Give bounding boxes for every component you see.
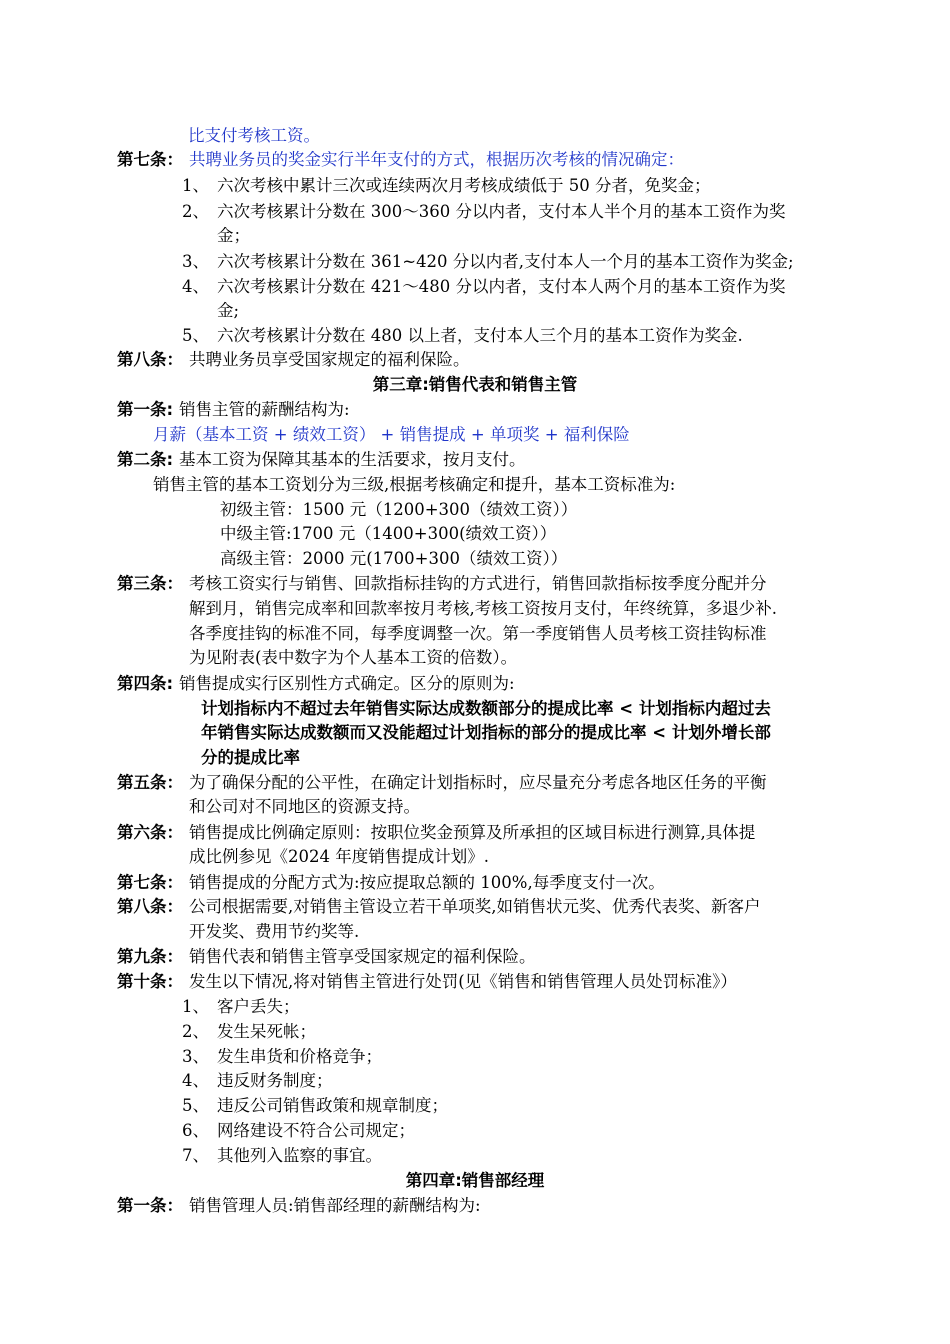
ch3-article-2-text: 基本工资为保障其基本的生活要求，按月支付。 [179, 450, 526, 469]
list-item-number: 1、 [182, 176, 209, 195]
commission-rule-line: 年销售实际达成数额而又没能超过计划指标的部分的提成比率 < 计划外增长部 [201, 723, 771, 742]
ch3-article-2-label: 第二条: [117, 450, 174, 469]
article-8-label: 第八条： [117, 350, 183, 369]
salary-level: 高级主管：2000 元(1700+300（绩效工资）） [220, 549, 568, 568]
list-item: 网络建设不符合公司规定； [217, 1121, 415, 1140]
commission-rule-line: 分的提成比率 [201, 748, 300, 767]
paragraph-line: 各季度挂钩的标准不同，每季度调整一次。第一季度销售人员考核工资挂钩标准 [189, 624, 767, 643]
commission-rule-line: 计划指标内不超过去年销售实际达成数额部分的提成比率 < 计划指标内超过去 [201, 699, 771, 718]
ch3-article-1-text: 销售主管的薪酬结构为: [179, 400, 350, 419]
ch3-article-3-label: 第三条： [117, 574, 183, 593]
list-item-continuation: 金; [217, 301, 240, 320]
list-item-number: 4、 [182, 1071, 209, 1090]
ch3-article-10-label: 第十条： [117, 972, 183, 991]
list-item: 发生呆死帐； [217, 1022, 316, 1041]
list-item: 客户丢失； [217, 997, 300, 1016]
list-item-number: 6、 [182, 1121, 209, 1140]
list-item: 六次考核累计分数在 421～480 分以内者，支付本人两个月的基本工资作为奖 [217, 277, 786, 296]
paragraph-line: 考核工资实行与销售、回款指标挂钩的方式进行，销售回款指标按季度分配并分 [189, 574, 767, 593]
article-7-label: 第七条： [117, 150, 183, 169]
ch4-article-1-label: 第一条： [117, 1196, 183, 1215]
list-item-number: 5、 [182, 326, 209, 345]
continuation-text: 比支付考核工资。 [188, 126, 320, 145]
ch3-article-5-label: 第五条： [117, 773, 183, 792]
ch3-article-8-label: 第八条： [117, 897, 183, 916]
paragraph-line: 为见附表(表中数字为个人基本工资的倍数）。 [189, 648, 518, 667]
list-item: 其他列入监察的事宜。 [217, 1146, 382, 1165]
article-7-text: 共聘业务员的奖金实行半年支付的方式，根据历次考核的情况确定： [189, 150, 684, 169]
list-item-number: 3、 [182, 252, 209, 271]
ch3-article-7-label: 第七条： [117, 873, 183, 892]
ch3-article-4-text: 销售提成实行区别性方式确定。区分的原则为: [179, 674, 515, 693]
salary-formula: 月薪（基本工资 + 绩效工资） + 销售提成 + 单项奖 + 福利保险 [153, 425, 630, 444]
list-item: 发生串货和价格竞争； [217, 1047, 382, 1066]
list-item-continuation: 金； [217, 226, 250, 245]
ch3-article-1-label: 第一条: [117, 400, 174, 419]
list-item-number: 3、 [182, 1047, 209, 1066]
ch3-article-9-label: 第九条： [117, 947, 183, 966]
list-item-number: 2、 [182, 202, 209, 221]
list-item: 违反公司销售政策和规章制度； [217, 1096, 448, 1115]
list-item-number: 2、 [182, 1022, 209, 1041]
ch3-article-2-sub: 销售主管的基本工资划分为三级,根据考核确定和提升，基本工资标准为: [153, 475, 676, 494]
list-item-number: 5、 [182, 1096, 209, 1115]
ch4-article-1-text: 销售管理人员:销售部经理的薪酬结构为: [189, 1196, 481, 1215]
paragraph-line: 为了确保分配的公平性，在确定计划指标时，应尽量充分考虑各地区任务的平衡 [189, 773, 767, 792]
ch3-article-7-text: 销售提成的分配方式为:按应提取总额的 100%,每季度支付一次。 [189, 873, 665, 892]
list-item-number: 1、 [182, 997, 209, 1016]
paragraph-line: 销售提成比例确定原则：按职位奖金预算及所承担的区域目标进行测算,具体提 [189, 823, 756, 842]
list-item-number: 7、 [182, 1146, 209, 1165]
list-item: 六次考核累计分数在 480 以上者，支付本人三个月的基本工资作为奖金. [217, 326, 743, 345]
list-item: 六次考核中累计三次或连续两次月考核成绩低于 50 分者，免奖金； [217, 176, 711, 195]
paragraph-line: 开发奖、费用节约奖等. [189, 922, 360, 941]
paragraph-line: 公司根据需要,对销售主管设立若干单项奖,如销售状元奖、优秀代表奖、新客户 [189, 897, 761, 916]
ch3-article-10-text: 发生以下情况,将对销售主管进行处罚(见《销售和销售管理人员处罚标准》） [189, 972, 737, 991]
paragraph-line: 成比例参见《2024 年度销售提成计划》. [189, 847, 489, 866]
list-item-number: 4、 [182, 277, 209, 296]
article-8-text: 共聘业务员享受国家规定的福利保险。 [189, 350, 470, 369]
ch3-article-4-label: 第四条: [117, 674, 174, 693]
paragraph-line: 解到月，销售完成率和回款率按月考核,考核工资按月支付，年终统算，多退少补. [189, 599, 777, 618]
chapter-3-title: 第三章:销售代表和销售主管 [372, 375, 578, 394]
chapter-4-title: 第四章:销售部经理 [405, 1171, 545, 1190]
salary-level: 中级主管:1700 元（1400+300(绩效工资）） [220, 524, 557, 543]
paragraph-line: 和公司对不同地区的资源支持。 [189, 797, 420, 816]
ch3-article-9-text: 销售代表和销售主管享受国家规定的福利保险。 [189, 947, 536, 966]
salary-level: 初级主管：1500 元（1200+300（绩效工资）） [220, 500, 578, 519]
ch3-article-6-label: 第六条： [117, 823, 183, 842]
list-item: 违反财务制度； [217, 1071, 333, 1090]
list-item: 六次考核累计分数在 361~420 分以内者,支付本人一个月的基本工资作为奖金; [217, 252, 794, 271]
list-item: 六次考核累计分数在 300～360 分以内者，支付本人半个月的基本工资作为奖 [217, 202, 786, 221]
